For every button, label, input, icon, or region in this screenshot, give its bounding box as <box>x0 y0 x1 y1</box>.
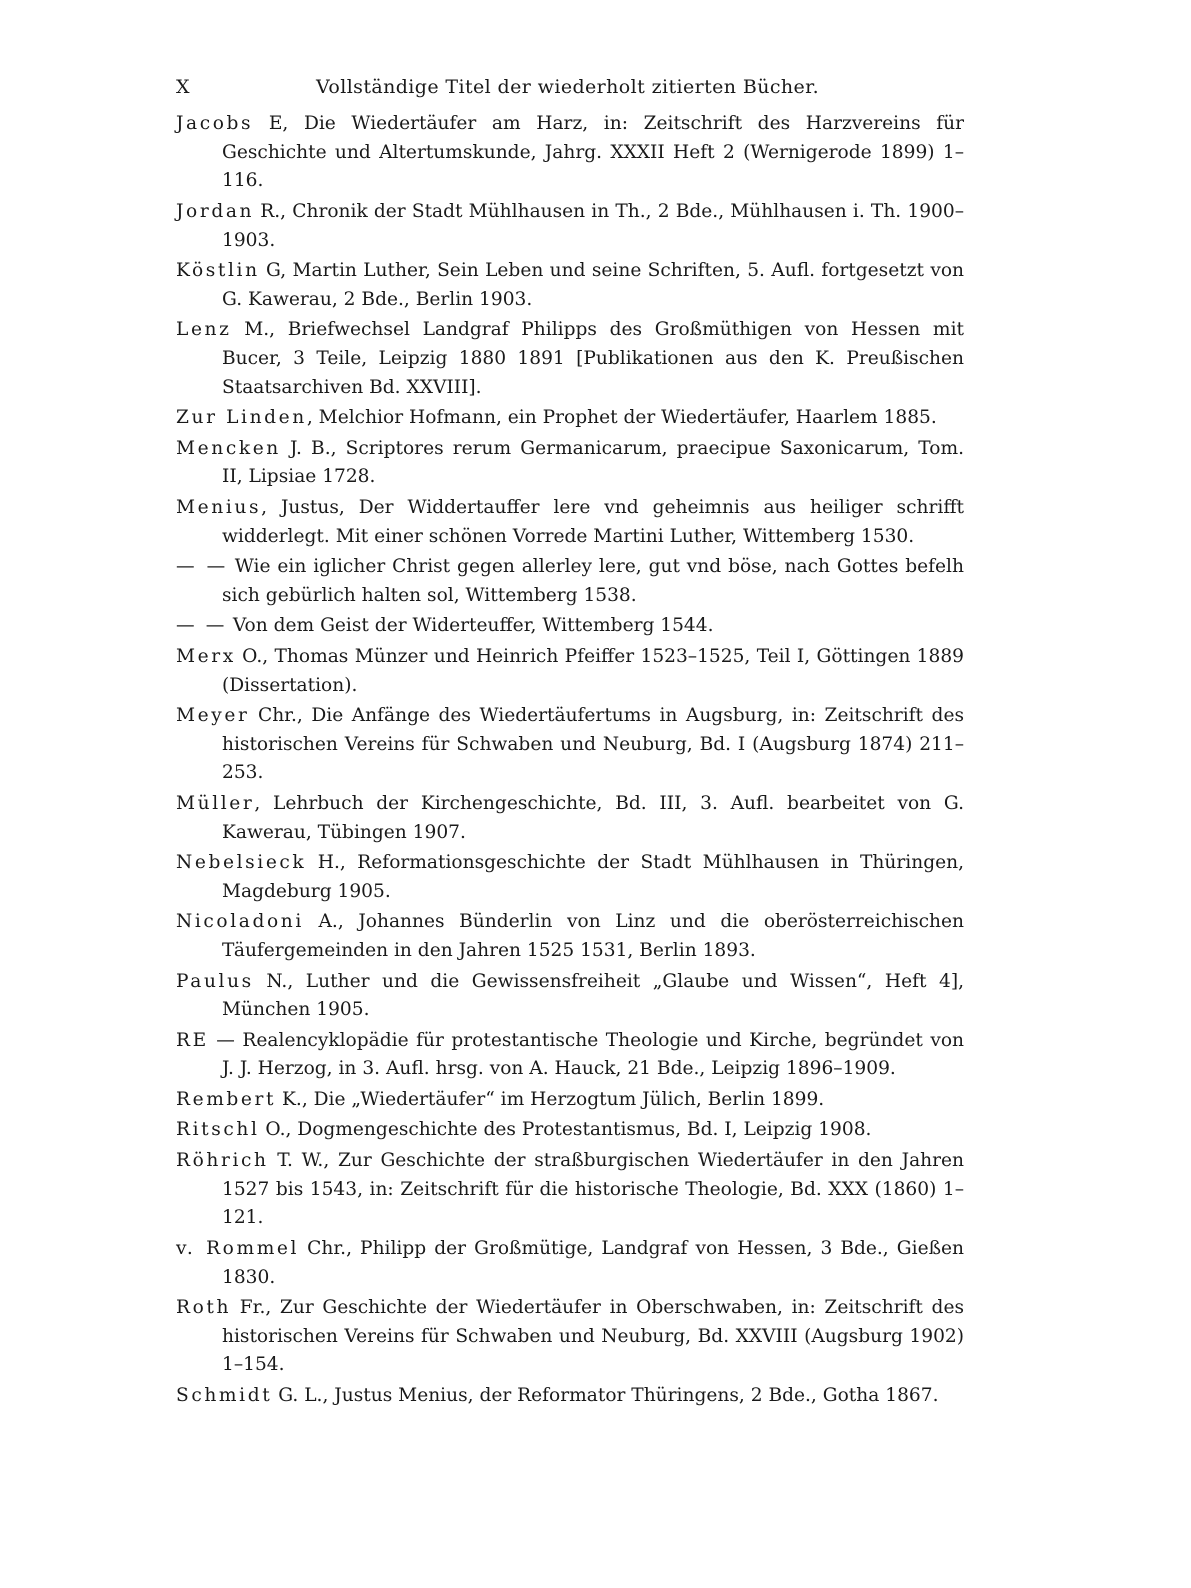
entry-author: Jacobs <box>176 113 254 134</box>
entry-author: Paulus <box>176 970 254 992</box>
entry-author: Röhrich <box>176 1149 269 1171</box>
bibliography-entry <box>176 702 964 788</box>
bibliography-entry <box>176 110 964 196</box>
entry-author: — — <box>176 556 228 578</box>
entry-author: Lenz <box>176 319 232 341</box>
entry-text: J. B., Scriptores rerum Germanicarum, praecipue Saxonicarum, Tom. II, Lipsiae 1728. <box>222 437 964 488</box>
entry-author: Zur Linden <box>176 407 307 429</box>
bibliography-entry <box>176 849 964 906</box>
bibliography-entry <box>176 643 964 700</box>
entry-author: RE <box>176 1029 209 1051</box>
entry-text: A., Johannes Bünderlin von Linz und die oberösterreichischen Täufergemeinden in den Jahren 1525 1531, Berlin 1893. <box>222 911 964 962</box>
bibliography-entry <box>176 1027 964 1084</box>
bibliography-entry <box>176 612 964 641</box>
bibliography-entry <box>176 404 964 433</box>
bibliography-entry <box>176 494 964 551</box>
entry-text: G, Martin Luther, Sein Leben und seine Schriften, 5. Aufl. fortgesetzt von G. Kawerau, 2 Bde., Berlin 1903. <box>222 260 964 310</box>
bibliography-entry <box>176 1294 964 1380</box>
entry-text: O., Thomas Münzer und Heinrich Pfeiffer 1523–1525, Teil I, Göttingen 1889 (Dissertation). <box>222 645 964 696</box>
entry-author: Roth <box>176 1297 232 1319</box>
entry-author: Rembert <box>176 1088 277 1110</box>
entry-text: T. W., Zur Geschichte der straßburgischen Wiedertäufer in den Jahren 1527 bis 1543, in: Zeitschrift für die historische Theologie, Bd. XXX (1860) 1–121. <box>222 1149 964 1229</box>
entry-author: Menius <box>176 496 262 518</box>
entry-author: Meyer <box>176 705 250 727</box>
bibliography-entry <box>176 1147 964 1233</box>
entry-text: O., Dogmengeschichte des Protestantismus, Bd. I, Leipzig 1908. <box>259 1119 872 1141</box>
bibliography-entry <box>176 198 964 255</box>
running-head <box>176 70 964 110</box>
bibliography-entry <box>176 908 964 965</box>
entry-author: Köstlin <box>176 260 260 282</box>
entry-text: M., Briefwechsel Landgraf Philipps des Großmüthigen von Hessen mit Bucer, 3 Teile, Leipzig 1880 1891 [Publikationen aus den K. Preußischen Staatsarchiven Bd. XXVIII]. <box>222 319 964 398</box>
entry-text: K., Die „Wiedertäufer“ im Herzogtum Jülich, Berlin 1899. <box>276 1088 825 1110</box>
document-page <box>176 70 964 1412</box>
entry-text: Fr., Zur Geschichte der Wiedertäufer in Oberschwaben, in: Zeitschrift des historischen Vereins für Schwaben und Neuburg, Bd. XXVIII (Augsburg 1902) 1–154. <box>222 1297 964 1376</box>
bibliography-entry <box>176 1086 964 1115</box>
bibliography-entry <box>176 1235 964 1292</box>
entry-author: v. Rommel <box>176 1237 300 1259</box>
entry-text: — Realencyklopädie für protestantische Theologie und Kirche, begründet von J. J. Herzog, in 3. Aufl. hrsg. von A. Hauck, 21 Bde., Leipzig 1896–1909. <box>208 1029 964 1080</box>
bibliography-entry <box>176 553 964 610</box>
entry-text: Wie ein iglicher Christ gegen allerley lere, gut vnd böse, nach Gottes befelh sich gebürlich halten sol, Wittemberg 1538. <box>222 556 964 606</box>
entry-author: Ritschl <box>176 1119 260 1141</box>
entry-author: — — <box>176 615 227 637</box>
bibliography-entry <box>176 968 964 1025</box>
entry-text: , Melchior Hofmann, ein Prophet der Wiedertäufer, Haarlem 1885. <box>306 407 937 429</box>
bibliography-entry <box>176 1116 964 1145</box>
entry-author: Nebelsieck <box>176 852 307 874</box>
entry-text: Chr., Philipp der Großmütige, Landgraf von Hessen, 3 Bde., Gießen 1830. <box>222 1237 964 1288</box>
page-number: X <box>176 76 190 98</box>
bibliography-list <box>176 110 964 1411</box>
bibliography-entry <box>176 435 964 492</box>
entry-text: R., Chronik der Stadt Mühlhausen in Th., 2 Bde., Mühlhausen i. Th. 1900–1903. <box>222 200 964 251</box>
bibliography-entry <box>176 790 964 847</box>
bibliography-entry <box>176 257 964 314</box>
page-title: Vollständige Titel der wiederholt zitierten Bücher. <box>316 76 820 98</box>
entry-text: H., Reformationsgeschichte der Stadt Mühlhausen in Thüringen, Magdeburg 1905. <box>222 852 964 902</box>
entry-text: Von dem Geist der Widerteuffer, Wittemberg 1544. <box>226 615 714 637</box>
bibliography-entry <box>176 1382 964 1411</box>
entry-text: Chr., Die Anfänge des Wiedertäufertums in Augsburg, in: Zeitschrift des historischen Vereins für Schwaben und Neuburg, Bd. I (Augsburg 1874) 211–253. <box>222 705 964 784</box>
bibliography-entry <box>176 316 964 402</box>
entry-text: , Justus, Der Widdertauffer lere vnd geheimnis aus heiliger schrifft widderlegt. Mit einer schönen Vorrede Martini Luther, Wittemberg 1530. <box>222 496 964 547</box>
entry-author: Nicoladoni <box>176 911 304 933</box>
entry-text: G. L., Justus Menius, der Reformator Thüringens, 2 Bde., Gotha 1867. <box>272 1384 939 1406</box>
entry-author: Müller <box>176 792 255 814</box>
entry-text: N., Luther und die Gewissensfreiheit „Glaube und Wissen“, Heft 4], München 1905. <box>222 970 964 1021</box>
entry-author: Jordan <box>176 200 255 222</box>
entry-author: Merx <box>176 645 236 667</box>
entry-author: Mencken <box>176 437 281 459</box>
entry-text: E, Die Wiedertäufer am Harz, in: Zeitschrift des Harzvereins für Geschichte und Altertumskunde, Jahrg. XXXII Heft 2 (Wernigerode 1899) 1–116. <box>222 113 964 192</box>
entry-text: , Lehrbuch der Kirchengeschichte, Bd. III, 3. Aufl. bearbeitet von G. Kawerau, Tübingen 1907. <box>222 792 964 843</box>
entry-author: Schmidt <box>176 1384 273 1406</box>
